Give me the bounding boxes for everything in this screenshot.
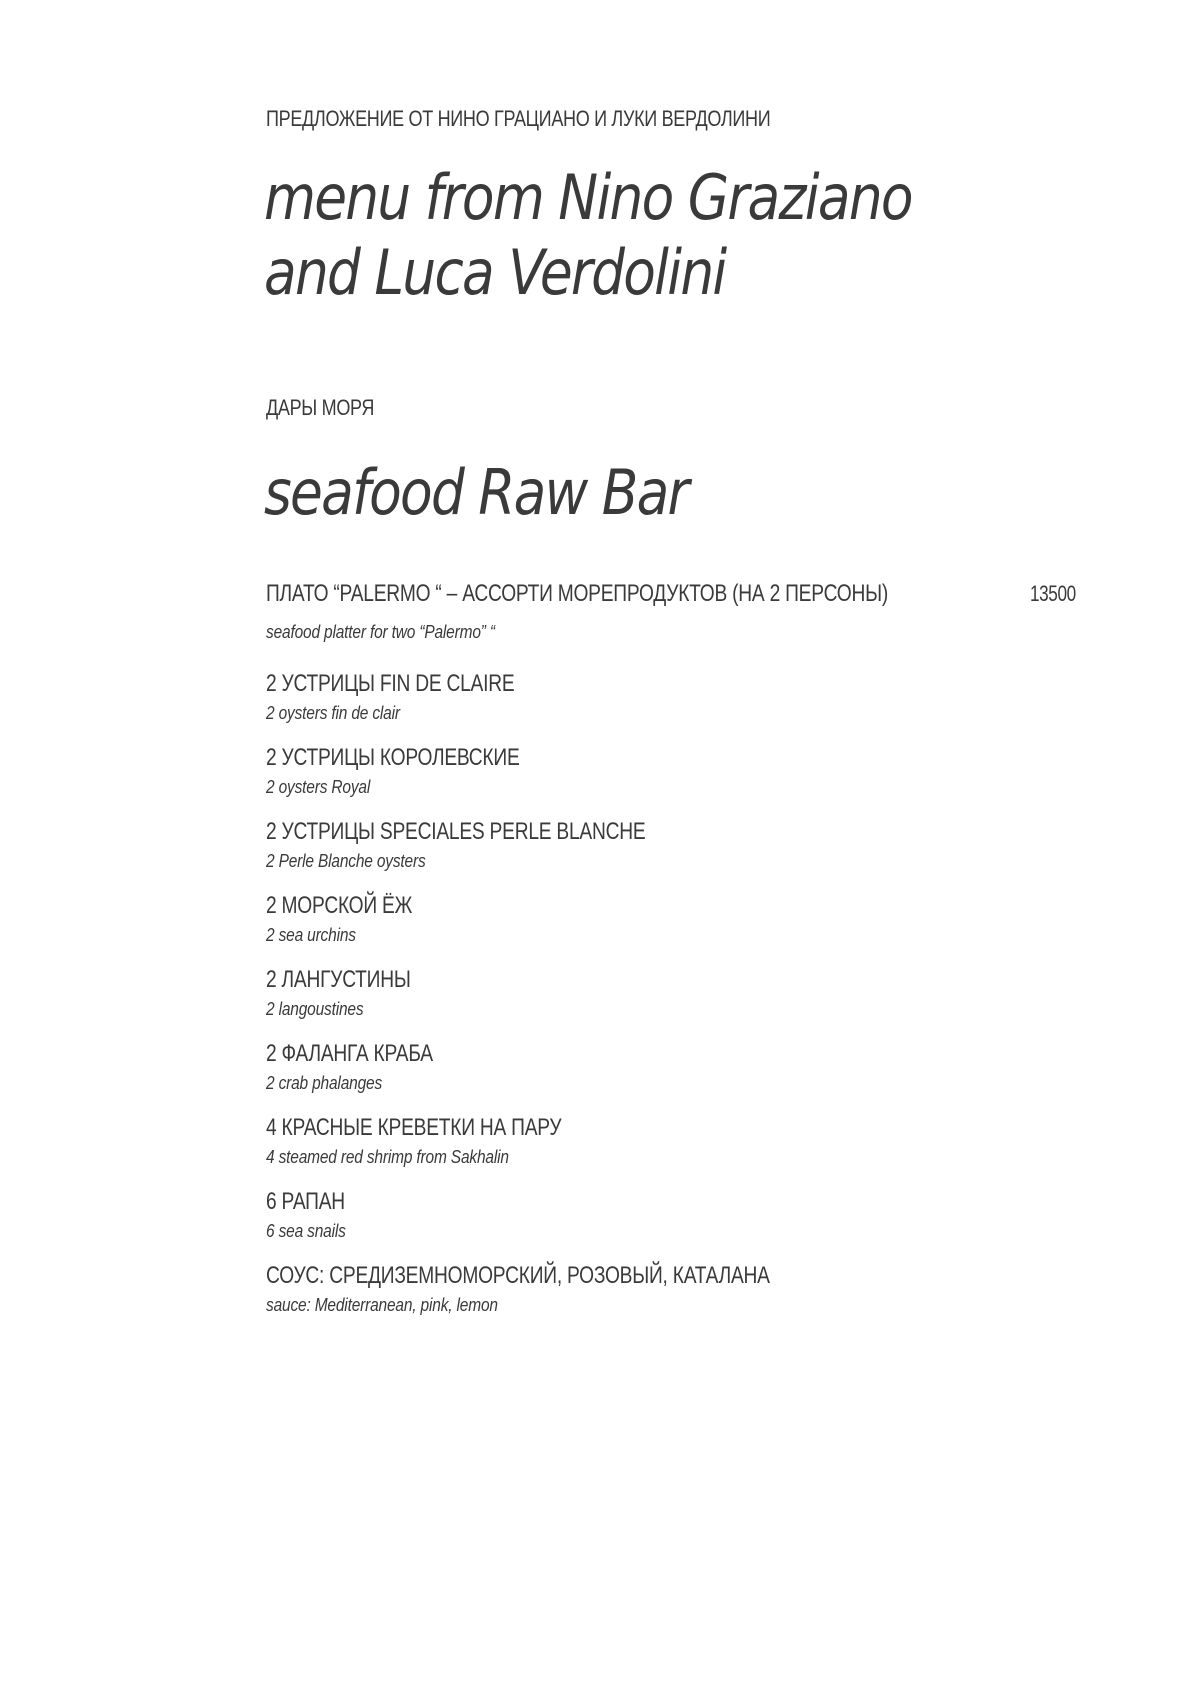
list-item-ru: 2 УСТРИЦЫ FIN DE CLAIRE — [266, 670, 515, 697]
list-item-ru: 2 УСТРИЦЫ SPECIALES PERLE BLANCHE — [266, 818, 646, 845]
list-item-en: 2 langoustines — [266, 999, 364, 1019]
list-item-en: 2 Perle Blanche oysters — [266, 851, 426, 871]
sauce-item-ru: СОУС: СРЕДИЗЕМНОМОРСКИЙ, РОЗОВЫЙ, КАТАЛАНА — [266, 1262, 770, 1289]
list-item-ru: 2 ЛАНГУСТИНЫ — [266, 966, 411, 993]
list-item-ru: 2 УСТРИЦЫ КОРОЛЕВСКИЕ — [266, 744, 520, 771]
chefs-subtitle-ru: ПРЕДЛОЖЕНИЕ ОТ НИНО ГРАЦИАНО И ЛУКИ ВЕРДОЛИНИ — [266, 106, 771, 131]
list-item-ru: 2 ФАЛАНГА КРАБА — [266, 1040, 433, 1067]
main-item-price: 13500 — [1030, 581, 1076, 606]
section-label-ru: ДАРЫ МОРЯ — [266, 395, 375, 420]
menu-title-line-2: and Luca Verdolini — [264, 236, 726, 309]
list-item-ru: 4 КРАСНЫЕ КРЕВЕТКИ НА ПАРУ — [266, 1114, 562, 1141]
list-item-ru: 6 РАПАН — [266, 1188, 345, 1215]
menu-title-line-1: menu from Nino Graziano — [264, 161, 912, 234]
list-item-en: 2 oysters Royal — [266, 777, 371, 797]
list-item-en: 2 oysters fin de clair — [266, 703, 400, 723]
list-item-en: 6 sea snails — [266, 1221, 346, 1241]
list-item-en: 2 sea urchins — [266, 925, 356, 945]
main-item-name-en: seafood platter for two “Palermo” “ — [266, 622, 495, 642]
section-title: seafood Raw Bar — [264, 456, 688, 529]
list-item-ru: 2 МОРСКОЙ ЁЖ — [266, 892, 413, 919]
main-item-name-ru: ПЛАТО “PALERMO “ – АССОРТИ МОРЕПРОДУКТОВ (НА 2 ПЕРСОНЫ) — [266, 580, 889, 607]
sauce-item-en: sauce: Mediterranean, pink, lemon — [266, 1295, 498, 1315]
list-item-en: 2 crab phalanges — [266, 1073, 383, 1093]
list-item-en: 4 steamed red shrimp from Sakhalin — [266, 1147, 509, 1167]
